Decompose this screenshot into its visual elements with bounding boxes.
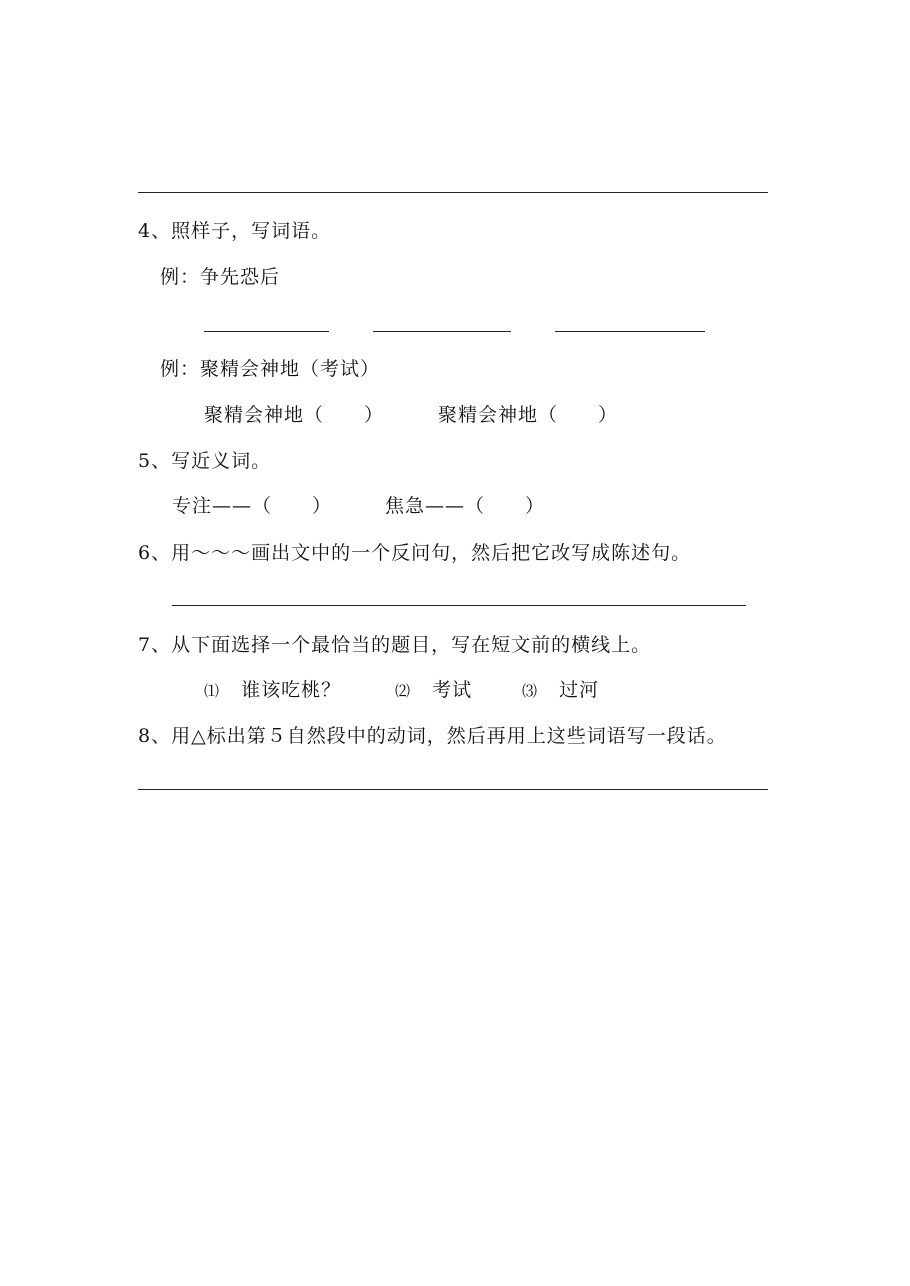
question-5-title: 5、写近义词。 [138, 450, 272, 472]
question-6-title: 6、用～～～画出文中的一个反问句，然后把它改写成陈述句。 [138, 542, 692, 564]
question-7-title: 7、从下面选择一个最恰当的题目，写在短文前的横线上。 [138, 634, 652, 656]
option-1-number: ⑴ [204, 682, 221, 700]
answer-line-q8[interactable] [138, 789, 768, 790]
answer-line-q6[interactable] [172, 605, 746, 606]
option-3-number: ⑶ [522, 682, 539, 700]
question-5-item-b[interactable]: 焦急——（ ） [385, 495, 546, 517]
question-4-example-1: 例：争先恐后 [160, 266, 281, 288]
option-2[interactable] [395, 678, 472, 703]
answer-blank-2[interactable] [373, 331, 511, 332]
question-4-fill-b[interactable]: 聚精会神地（ ） [438, 404, 619, 426]
option-1-label: 谁该吃桃？ [241, 679, 342, 701]
question-5-item-a[interactable]: 专注——（ ） [172, 495, 333, 517]
answer-blank-1[interactable] [204, 331, 329, 332]
question-4-fill-a[interactable]: 聚精会神地（ ） [204, 404, 385, 426]
option-3[interactable] [522, 678, 599, 703]
option-3-label: 过河 [559, 679, 600, 701]
question-8-title: 8、用△标出第５自然段中的动词，然后再用上这些词语写一段话。 [138, 725, 727, 747]
answer-line-top[interactable] [138, 192, 768, 193]
question-4-title: 4、照样子，写词语。 [138, 220, 332, 242]
question-4-example-2: 例：聚精会神地（考试） [160, 358, 381, 380]
option-2-number: ⑵ [395, 682, 412, 700]
option-2-label: 考试 [432, 679, 473, 701]
answer-blank-3[interactable] [555, 331, 705, 332]
option-1[interactable] [204, 678, 341, 703]
